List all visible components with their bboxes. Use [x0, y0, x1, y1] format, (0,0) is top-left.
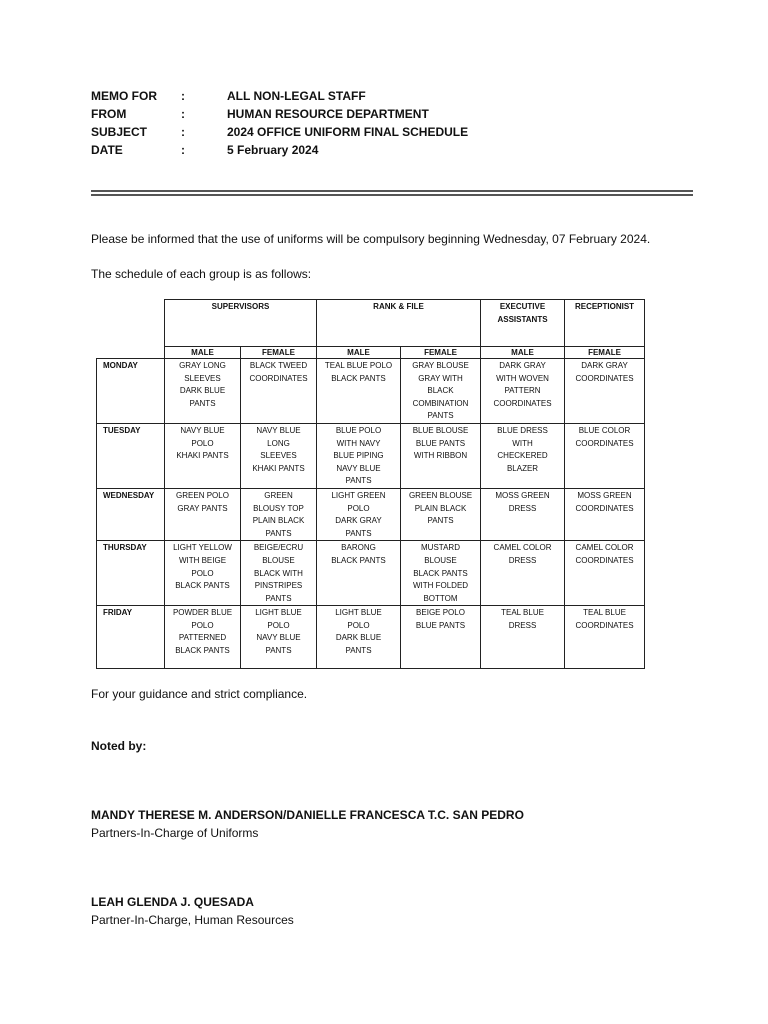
uniform-line: PANTS	[427, 411, 454, 421]
memo-colon: :	[181, 143, 185, 157]
guidance-text: For your guidance and strict compliance.	[91, 687, 308, 701]
group-header-receptionist: RECEPTIONIST	[565, 300, 645, 347]
group-header-executive-assistants: EXECUTIVE ASSISTANTS	[481, 300, 565, 347]
uniform-line: LIGHT YELLOW	[173, 543, 232, 553]
gender-header: MALE	[481, 347, 565, 359]
uniform-line: GRAY LONG	[179, 361, 226, 370]
uniform-line: BLUE PIPING	[333, 451, 384, 461]
schedule-intro: The schedule of each group is as follows:	[91, 267, 312, 281]
memo-colon: :	[181, 125, 185, 139]
uniform-line: COMBINATION	[412, 398, 469, 408]
uniform-line: BEIGE/ECRU	[253, 543, 304, 553]
group-header-supervisors: SUPERVISORS	[165, 300, 317, 347]
uniform-line: POWDER BLUE	[172, 608, 233, 618]
schedule-row	[97, 488, 645, 540]
uniform-line: TEAL BLUE	[583, 608, 626, 618]
uniform-line: PATTERN	[504, 386, 541, 396]
uniform-cell	[165, 423, 241, 488]
memo-value: 5 February 2024	[227, 143, 319, 157]
uniform-line: BLUE PANTS	[415, 620, 466, 630]
uniform-cell	[565, 488, 645, 540]
uniform-cell	[481, 606, 565, 669]
uniform-line: KHAKI PANTS	[176, 451, 229, 461]
day-cell: TUESDAY	[97, 423, 165, 488]
uniform-line: PANTS	[345, 528, 372, 538]
uniform-line: POLO	[191, 620, 214, 630]
schedule-row	[97, 359, 645, 424]
uniform-cell	[241, 488, 317, 540]
uniform-cell	[565, 359, 645, 424]
gender-header: MALE	[165, 347, 241, 359]
uniform-cell	[317, 541, 401, 606]
schedule-row	[97, 423, 645, 488]
uniform-cell	[165, 359, 241, 424]
uniform-cell	[241, 359, 317, 424]
uniform-line: CAMEL COLOR	[575, 543, 634, 553]
uniform-line: BLUE DRESS	[497, 425, 548, 435]
uniform-line: BLACK	[427, 386, 454, 396]
uniform-cell	[241, 541, 317, 606]
uniform-cell	[317, 359, 401, 424]
uniform-line: BLOUSY TOP	[253, 503, 304, 513]
uniform-line: COORDINATES	[575, 438, 634, 448]
uniform-line: BLUE PANTS	[415, 438, 466, 448]
memo-value: HUMAN RESOURCE DEPARTMENT	[227, 107, 429, 121]
uniform-line: PANTS	[345, 646, 372, 656]
memo-label: DATE	[91, 143, 123, 157]
day-cell: WEDNESDAY	[97, 488, 165, 540]
signatory-name: MANDY THERESE M. ANDERSON/DANIELLE FRANCESCA T.C. SAN PEDRO	[91, 808, 524, 822]
uniform-line: GREEN POLO	[176, 490, 229, 500]
uniform-cell	[565, 606, 645, 669]
uniform-line: NAVY BLUE	[180, 425, 225, 435]
uniform-line: BEIGE POLO	[416, 608, 465, 618]
uniform-cell	[165, 541, 241, 606]
uniform-line: PANTS	[427, 516, 454, 526]
memo-row-memo-for	[91, 87, 468, 105]
uniform-line: GRAY PANTS	[177, 503, 228, 513]
signatory-title: Partner-In-Charge, Human Resources	[91, 913, 294, 927]
memo-label: FROM	[91, 107, 127, 121]
uniform-line: BLACK PANTS	[413, 568, 468, 578]
gender-header: MALE	[317, 347, 401, 359]
schedule-body	[97, 359, 645, 669]
uniform-line: BLACK PANTS	[175, 646, 230, 656]
uniform-line: DRESS	[508, 503, 537, 513]
uniform-line: WITH WOVEN	[496, 373, 549, 383]
uniform-line: DARK BLUE	[179, 386, 226, 396]
uniform-cell	[481, 359, 565, 424]
uniform-line: DARK GRAY	[581, 361, 628, 370]
uniform-line: PANTS	[265, 528, 292, 538]
uniform-cell	[401, 359, 481, 424]
day-cell: MONDAY	[97, 359, 165, 424]
uniform-cell	[401, 423, 481, 488]
uniform-line: BLUE POLO	[335, 425, 382, 435]
table-corner	[97, 347, 165, 359]
uniform-line: WITH FOLDED	[412, 581, 469, 591]
uniform-line: BLACK TWEED	[249, 361, 308, 370]
uniform-cell	[165, 488, 241, 540]
uniform-line: COORDINATES	[249, 373, 308, 383]
uniform-line: COORDINATES	[575, 373, 634, 383]
header-divider-bottom	[91, 194, 693, 196]
uniform-line: CAMEL COLOR	[493, 543, 552, 553]
uniform-line: POLO	[191, 438, 214, 448]
uniform-cell	[241, 606, 317, 669]
uniform-line: PINSTRIPES	[254, 581, 303, 591]
gender-header: FEMALE	[401, 347, 481, 359]
uniform-line: COORDINATES	[575, 503, 634, 513]
uniform-line: BLOUSE	[262, 555, 295, 565]
uniform-line: POLO	[347, 503, 370, 513]
uniform-line: LIGHT GREEN	[331, 490, 386, 500]
signatory-name: LEAH GLENDA J. QUESADA	[91, 895, 254, 909]
uniform-line: BLACK PANTS	[175, 581, 230, 591]
uniform-cell	[481, 488, 565, 540]
day-cell: FRIDAY	[97, 606, 165, 669]
day-cell: THURSDAY	[97, 541, 165, 606]
uniform-cell	[401, 606, 481, 669]
uniform-line: POLO	[191, 568, 214, 578]
uniform-line: PANTS	[265, 646, 292, 656]
uniform-line: COORDINATES	[493, 398, 552, 408]
uniform-line: KHAKI PANTS	[252, 463, 305, 473]
schedule-row	[97, 541, 645, 606]
uniform-line: COORDINATES	[575, 555, 634, 565]
uniform-line: WITH	[512, 438, 533, 448]
uniform-line: MUSTARD	[421, 543, 460, 553]
uniform-cell	[481, 541, 565, 606]
uniform-line: NAVY BLUE	[256, 633, 301, 643]
gender-header: FEMALE	[241, 347, 317, 359]
uniform-line: DARK BLUE	[335, 633, 382, 643]
uniform-line: BARONG	[341, 543, 376, 553]
uniform-cell	[317, 606, 401, 669]
uniform-line: GREEN BLOUSE	[408, 490, 473, 500]
gender-header: FEMALE	[565, 347, 645, 359]
uniform-line: PLAIN BLACK	[252, 516, 305, 526]
uniform-line: WITH RIBBON	[413, 451, 468, 461]
uniform-cell	[241, 423, 317, 488]
memo-header	[91, 87, 468, 159]
uniform-line: SLEEVES	[184, 373, 221, 383]
uniform-line: PANTS	[345, 476, 372, 486]
memo-row-date	[91, 141, 468, 159]
uniform-line: WITH BEIGE	[178, 555, 227, 565]
uniform-line: DRESS	[508, 555, 537, 565]
memo-label: MEMO FOR	[91, 89, 157, 103]
uniform-line: BLACK PANTS	[331, 373, 386, 383]
uniform-line: BLOUSE	[424, 555, 457, 565]
uniform-line: GRAY WITH	[418, 373, 463, 383]
uniform-line: BLUE COLOR	[578, 425, 631, 435]
uniform-line: LIGHT BLUE	[255, 608, 302, 618]
uniform-line: TEAL BLUE POLO	[324, 361, 393, 370]
header-divider-top	[91, 190, 693, 192]
uniform-line: GREEN	[264, 490, 293, 500]
uniform-line: BLUE BLOUSE	[412, 425, 469, 435]
uniform-line: LIGHT BLUE	[335, 608, 382, 618]
uniform-line: BOTTOM	[423, 593, 458, 603]
uniform-line: SLEEVES	[260, 451, 297, 461]
uniform-line: MOSS GREEN	[577, 490, 632, 500]
uniform-line: PANTS	[265, 593, 292, 603]
uniform-line: MOSS GREEN	[495, 490, 550, 500]
memo-value: ALL NON-LEGAL STAFF	[227, 89, 366, 103]
uniform-line: DARK GRAY	[335, 516, 382, 526]
table-corner	[97, 300, 165, 347]
schedule-row	[97, 606, 645, 669]
uniform-line: DRESS	[508, 620, 537, 630]
noted-by-label: Noted by:	[91, 739, 147, 753]
uniform-cell	[565, 423, 645, 488]
intro-paragraph: Please be informed that the use of uniforms will be compulsory beginning Wednesday, 07 February 2024.	[91, 232, 651, 246]
uniform-line: NAVY BLUE	[336, 463, 381, 473]
memo-value: 2024 OFFICE UNIFORM FINAL SCHEDULE	[227, 125, 469, 139]
uniform-line: COORDINATES	[575, 620, 634, 630]
uniform-schedule-table	[96, 299, 645, 669]
uniform-line: POLO	[347, 620, 370, 630]
uniform-line: DARK GRAY	[499, 361, 546, 370]
uniform-line: GRAY BLOUSE	[412, 361, 469, 370]
uniform-cell	[401, 541, 481, 606]
uniform-line: BLACK WITH	[254, 568, 303, 578]
uniform-line: LONG	[267, 438, 290, 448]
uniform-line: PLAIN BLACK	[414, 503, 467, 513]
signatory-title: Partners-In-Charge of Uniforms	[91, 826, 259, 840]
uniform-cell	[481, 423, 565, 488]
uniform-line: WITH NAVY	[336, 438, 381, 448]
uniform-line: NAVY BLUE	[256, 425, 301, 435]
uniform-cell	[565, 541, 645, 606]
memo-row-from	[91, 105, 468, 123]
uniform-cell	[165, 606, 241, 669]
uniform-cell	[401, 488, 481, 540]
uniform-line: CHECKERED	[497, 451, 548, 461]
group-header-rank-and-file: RANK & FILE	[317, 300, 481, 347]
memo-label: SUBJECT	[91, 125, 148, 139]
uniform-line: BLAZER	[506, 463, 539, 473]
memo-colon: :	[181, 89, 185, 103]
uniform-cell	[317, 488, 401, 540]
uniform-cell	[317, 423, 401, 488]
uniform-line: PANTS	[189, 398, 216, 408]
uniform-line: BLACK PANTS	[331, 555, 386, 565]
uniform-line: POLO	[267, 620, 290, 630]
memo-colon: :	[181, 107, 185, 121]
uniform-line: TEAL BLUE	[501, 608, 544, 618]
memo-row-subject	[91, 123, 468, 141]
uniform-line: PATTERNED	[178, 633, 227, 643]
